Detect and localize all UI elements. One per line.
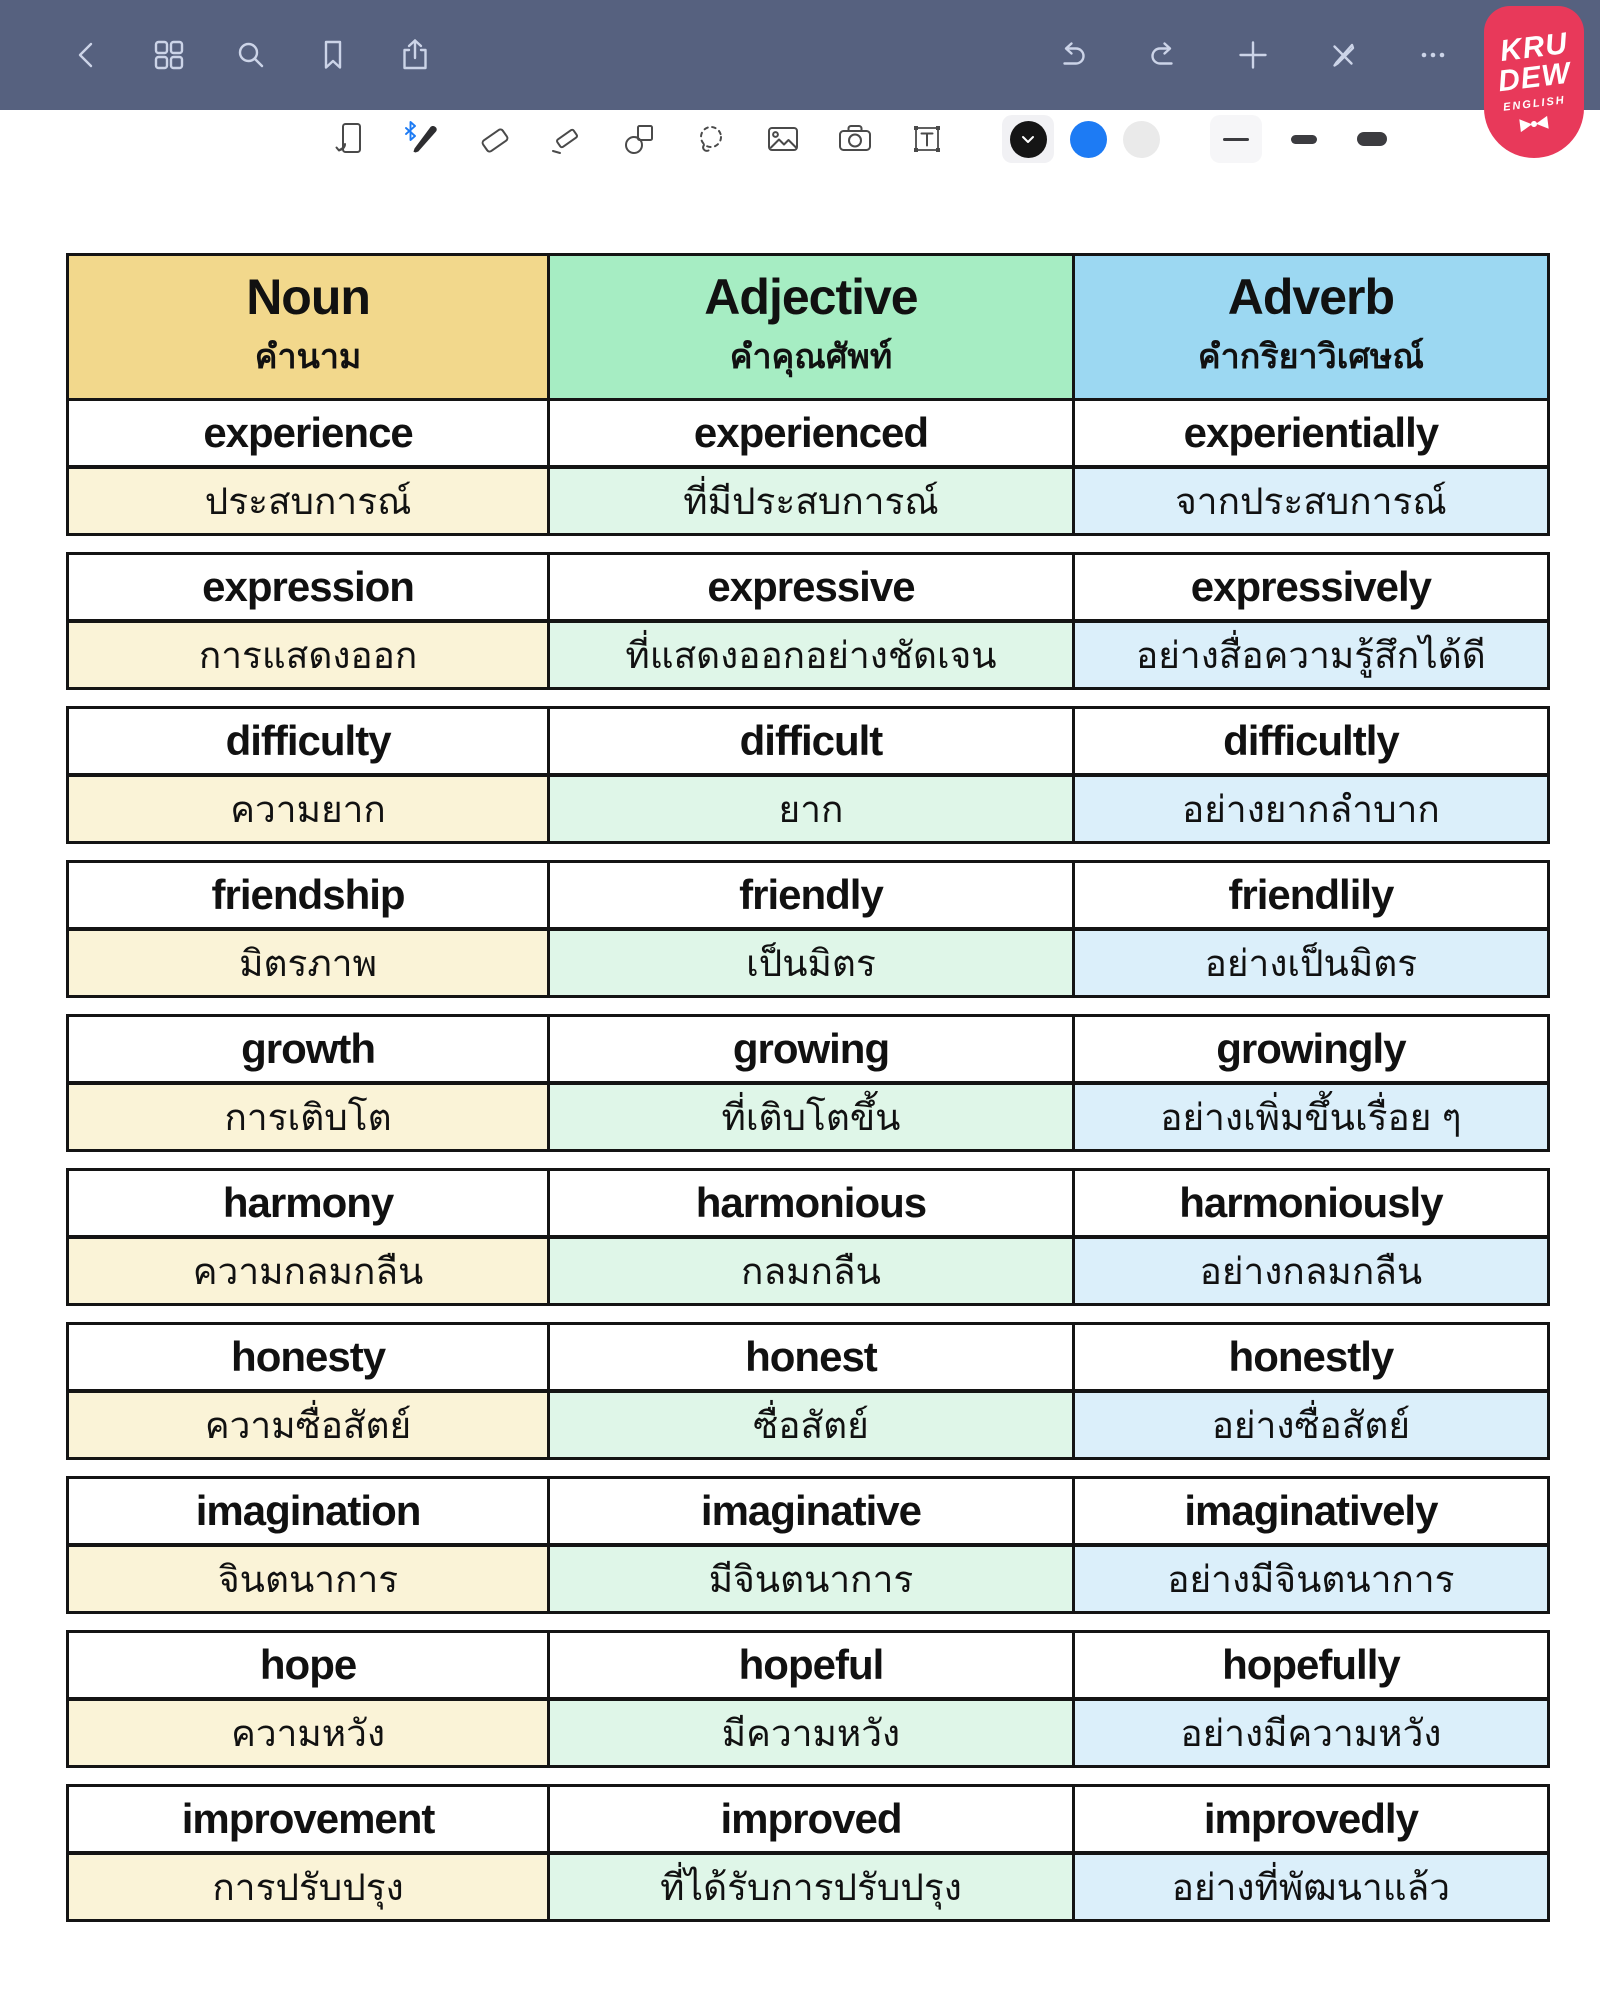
word-row-improvement [66,1784,1550,1922]
thai-translation: จากประสบการณ์ [1072,465,1547,533]
english-word: imaginative [547,1479,1072,1543]
english-word: friendly [547,863,1072,927]
thai-translation: ประสบการณ์ [69,465,547,533]
top-navigation-bar [0,0,1600,110]
word-row-difficulty [66,706,1550,844]
color-black[interactable] [1010,121,1047,158]
english-word: friendship [69,863,547,927]
undo-icon[interactable] [1054,36,1092,74]
add-page-icon[interactable] [1234,36,1272,74]
word-row-growth [66,1014,1550,1152]
thai-translation: ความยาก [69,773,547,841]
color-blue[interactable] [1070,121,1107,158]
english-word: expressive [547,555,1072,619]
thai-translation: อย่างยากลำบาก [1072,773,1547,841]
english-word: difficultly [1072,709,1547,773]
pen-cross-icon[interactable] [1324,36,1362,74]
thickness-thin[interactable] [1210,115,1262,163]
lasso-icon[interactable] [690,118,732,160]
header-adverb [1072,256,1547,398]
header-noun-en: Noun [246,268,370,325]
english-word: hopefully [1072,1633,1547,1697]
thai-translation: อย่างสื่อความรู้สึกได้ดี [1072,619,1547,687]
thai-translation: ที่มีประสบการณ์ [547,465,1072,533]
header-adjective-th: คำคุณศัพท์ [729,338,893,377]
thai-translation: การเติบโต [69,1081,547,1149]
word-row-harmony [66,1168,1550,1306]
word-row-honesty [66,1322,1550,1460]
thai-translation: กลมกลืน [547,1235,1072,1303]
eraser-icon[interactable] [474,118,516,160]
header-noun-th: คำนาม [254,338,362,377]
shapes-icon[interactable] [618,118,660,160]
word-row-friendship [66,860,1550,998]
english-word: difficult [547,709,1072,773]
english-word: hope [69,1633,547,1697]
word-row-hope [66,1630,1550,1768]
english-word: friendlily [1072,863,1547,927]
english-word: improvedly [1072,1787,1547,1851]
logo-line-2: DEW [1495,56,1573,98]
thai-translation: ที่เติบโตขึ้น [547,1081,1072,1149]
english-word: expression [69,555,547,619]
stroke-thickness-options [1210,115,1398,163]
thai-translation: มีจินตนาการ [547,1543,1072,1611]
english-word: experienced [547,401,1072,465]
thickness-medium[interactable] [1278,115,1330,163]
redo-icon[interactable] [1144,36,1182,74]
bookmark-icon[interactable] [314,36,352,74]
back-icon[interactable] [68,36,106,74]
english-word: experientially [1072,401,1547,465]
thai-translation: ความกลมกลืน [69,1235,547,1303]
thickness-thick[interactable] [1346,115,1398,163]
thai-translation: ที่แสดงออกอย่างชัดเจน [547,619,1072,687]
pen-toolbar [0,110,1600,168]
more-icon[interactable] [1414,36,1452,74]
word-row-expression [66,552,1550,690]
english-word: improvement [69,1787,547,1851]
english-word: honestly [1072,1325,1547,1389]
english-word: honesty [69,1325,547,1389]
text-box-icon[interactable] [906,118,948,160]
thai-translation: ความซื่อสัตย์ [69,1389,547,1457]
word-blocks [66,398,1550,1922]
thai-translation: อย่างเป็นมิตร [1072,927,1547,995]
color-swatches [1002,115,1160,163]
thumbnails-grid-icon[interactable] [150,36,188,74]
kru-dew-logo [1484,6,1584,158]
english-word: experience [69,401,547,465]
chevron-down-icon [1021,135,1035,144]
english-word: honest [547,1325,1072,1389]
word-row-imagination [66,1476,1550,1614]
document-icon[interactable] [330,118,372,160]
thai-translation: ที่ได้รับการปรับปรุง [547,1851,1072,1919]
word-row-experience [66,398,1550,536]
thai-translation: อย่างที่พัฒนาแล้ว [1072,1851,1547,1919]
vocabulary-table [66,253,1550,1922]
english-word: harmonious [547,1171,1072,1235]
thai-translation: อย่างซื่อสัตย์ [1072,1389,1547,1457]
search-icon[interactable] [232,36,270,74]
thai-translation: การแสดงออก [69,619,547,687]
thai-translation: ซื่อสัตย์ [547,1389,1072,1457]
english-word: imagination [69,1479,547,1543]
table-header-row [66,253,1550,401]
note-page [0,168,1600,1922]
english-word: growing [547,1017,1072,1081]
thai-translation: มีความหวัง [547,1697,1072,1765]
thai-translation: การปรับปรุง [69,1851,547,1919]
logo-line-3: ENGLISH [1502,93,1566,114]
english-word: improved [547,1787,1072,1851]
header-adverb-th: คำกริยาวิเศษณ์ [1197,338,1424,377]
english-word: hopeful [547,1633,1072,1697]
thai-translation: จินตนาการ [69,1543,547,1611]
topbar-left-group [0,36,434,74]
header-noun [69,256,547,398]
header-adverb-en: Adverb [1227,268,1395,325]
english-word: expressively [1072,555,1547,619]
thai-translation: อย่างมีความหวัง [1072,1697,1547,1765]
bow-tie-icon [1516,113,1552,133]
thai-translation: ยาก [547,773,1072,841]
color-black-selected [1002,115,1054,163]
camera-icon[interactable] [834,118,876,160]
english-word: harmoniously [1072,1171,1547,1235]
thai-translation: อย่างเพิ่มขึ้นเรื่อย ๆ [1072,1081,1547,1149]
english-word: growingly [1072,1017,1547,1081]
thai-translation: อย่างมีจินตนาการ [1072,1543,1547,1611]
english-word: imaginatively [1072,1479,1547,1543]
thai-translation: ความหวัง [69,1697,547,1765]
logo-line-1: KRU [1498,26,1570,68]
english-word: harmony [69,1171,547,1235]
bluetooth-pen-icon[interactable] [402,118,444,160]
thai-translation: อย่างกลมกลืน [1072,1235,1547,1303]
header-adjective [547,256,1072,398]
highlighter-icon[interactable] [546,118,588,160]
header-adjective-en: Adjective [704,268,918,325]
thai-translation: มิตรภาพ [69,927,547,995]
color-light-gray[interactable] [1123,121,1160,158]
image-icon[interactable] [762,118,804,160]
english-word: difficulty [69,709,547,773]
thai-translation: เป็นมิตร [547,927,1072,995]
english-word: growth [69,1017,547,1081]
share-icon[interactable] [396,36,434,74]
